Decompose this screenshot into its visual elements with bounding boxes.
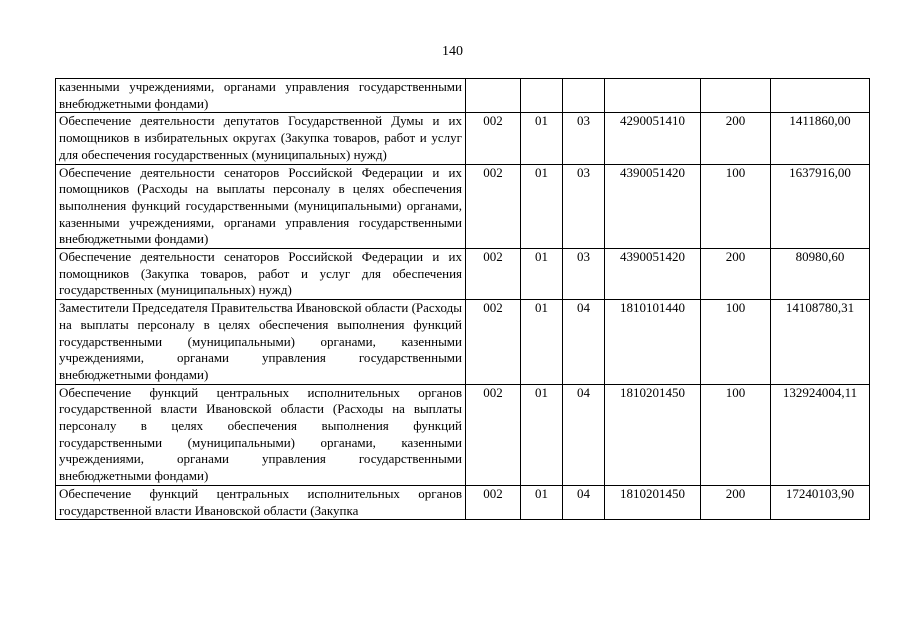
target-item-cell: 4390051420 (605, 249, 701, 300)
target-item-cell: 4390051420 (605, 164, 701, 249)
subsection-code-cell: 03 (563, 164, 605, 249)
subsection-code-cell: 04 (563, 300, 605, 385)
target-item-cell: 1810201450 (605, 485, 701, 519)
description-cell: Обеспечение деятельности сенаторов Российской Федерации и их помощников (Закупка товаров, работ и услуг для обеспечения государственных (муниципальных) нужд) (56, 249, 466, 300)
description-cell: Обеспечение функций центральных исполнительных органов государственной власти Ивановской области (Закупка (56, 485, 466, 519)
target-item-cell: 1810101440 (605, 300, 701, 385)
amount-cell: 1411860,00 (771, 113, 870, 164)
target-item-cell (605, 79, 701, 113)
subsection-code-cell: 03 (563, 249, 605, 300)
expense-type-cell: 100 (701, 384, 771, 485)
description-cell: Обеспечение деятельности депутатов Государственной Думы и их помощников в избирательных округах (Закупка товаров, работ и услуг для обеспечения государственных (муниципальных) нужд) (56, 113, 466, 164)
subsection-code-cell: 04 (563, 485, 605, 519)
table-row (56, 79, 870, 113)
amount-cell (771, 79, 870, 113)
section-code-cell: 01 (521, 384, 563, 485)
expense-type-cell: 200 (701, 485, 771, 519)
subsection-code-cell (563, 79, 605, 113)
table-row (56, 249, 870, 300)
description-cell: Заместители Председателя Правительства Ивановской области (Расходы на выплаты персоналу в целях обеспечения выполнения функций государственными (муниципальными) органами, казенными учреждениями, органами управления государственными внебюджетными фондами) (56, 300, 466, 385)
amount-cell: 17240103,90 (771, 485, 870, 519)
admin-code-cell: 002 (466, 384, 521, 485)
amount-cell: 132924004,11 (771, 384, 870, 485)
amount-cell: 1637916,00 (771, 164, 870, 249)
expense-type-cell: 200 (701, 113, 771, 164)
admin-code-cell: 002 (466, 113, 521, 164)
table-row (56, 164, 870, 249)
section-code-cell: 01 (521, 164, 563, 249)
admin-code-cell: 002 (466, 164, 521, 249)
table-row (56, 113, 870, 164)
expense-type-cell (701, 79, 771, 113)
budget-table (55, 78, 870, 520)
section-code-cell: 01 (521, 485, 563, 519)
section-code-cell (521, 79, 563, 113)
admin-code-cell: 002 (466, 300, 521, 385)
admin-code-cell: 002 (466, 249, 521, 300)
table-row (56, 485, 870, 519)
section-code-cell: 01 (521, 300, 563, 385)
page-number: 140 (442, 44, 463, 59)
target-item-cell: 4290051410 (605, 113, 701, 164)
expense-type-cell: 200 (701, 249, 771, 300)
description-cell: казенными учреждениями, органами управления государственными внебюджетными фондами) (56, 79, 466, 113)
admin-code-cell (466, 79, 521, 113)
section-code-cell: 01 (521, 113, 563, 164)
admin-code-cell: 002 (466, 485, 521, 519)
section-code-cell: 01 (521, 249, 563, 300)
budget-table-body (56, 79, 870, 520)
subsection-code-cell: 03 (563, 113, 605, 164)
target-item-cell: 1810201450 (605, 384, 701, 485)
table-row (56, 300, 870, 385)
amount-cell: 14108780,31 (771, 300, 870, 385)
expense-type-cell: 100 (701, 164, 771, 249)
description-cell: Обеспечение функций центральных исполнительных органов государственной власти Ивановской области (Расходы на выплаты персоналу в целях обеспечения выполнения функций государственными (муниципальными) органами, казенными учреждениями, органами управления государственными внебюджетными фондами) (56, 384, 466, 485)
subsection-code-cell: 04 (563, 384, 605, 485)
expense-type-cell: 100 (701, 300, 771, 385)
table-row (56, 384, 870, 485)
description-cell: Обеспечение деятельности сенаторов Российской Федерации и их помощников (Расходы на выплаты персоналу в целях обеспечения выполнения функций государственными (муниципальными) органами, казенными учреждениями, органами управления государственными внебюджетными фондами) (56, 164, 466, 249)
amount-cell: 80980,60 (771, 249, 870, 300)
